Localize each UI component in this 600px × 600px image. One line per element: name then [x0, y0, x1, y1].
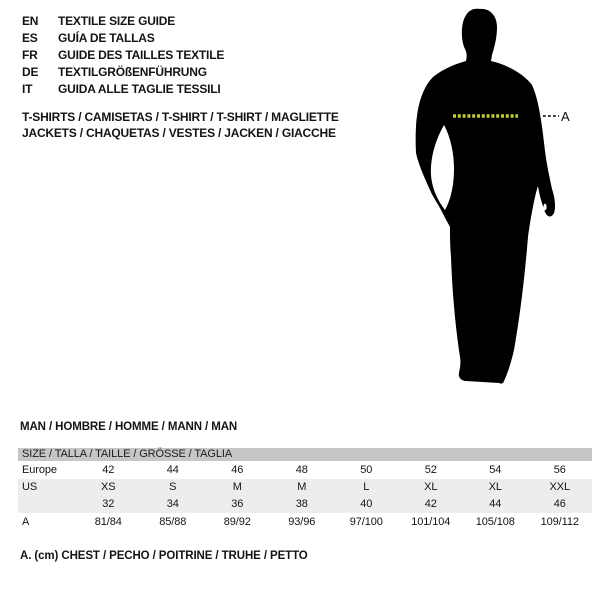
table-row-us-numeric — [18, 496, 592, 513]
language-code: DE — [22, 65, 39, 79]
size-cell: 44 — [166, 464, 179, 476]
table-row-us — [18, 479, 592, 496]
language-title: GUIDA ALLE TAGLIE TESSILI — [58, 82, 221, 96]
category-line-jackets: JACKETS / CHAQUETAS / VESTES / JACKEN / GIACCHE — [22, 125, 336, 140]
row-label — [18, 496, 76, 513]
measurement-footnote: A. (cm) CHEST / PECHO / POITRINE / TRUHE / PETTO — [20, 550, 308, 562]
size-cell: 32 — [102, 498, 115, 510]
hand-thumb-notch — [543, 204, 546, 211]
language-row — [22, 13, 224, 30]
size-cell: 89/92 — [223, 516, 251, 528]
man-silhouette-figure — [413, 5, 573, 395]
row-label: A — [22, 516, 30, 528]
size-cell: 97/100 — [349, 516, 383, 528]
language-code: FR — [22, 48, 38, 62]
size-cell: L — [363, 481, 370, 493]
language-title: TEXTILGRÖßENFÜHRUNG — [58, 65, 207, 79]
language-row — [22, 30, 224, 47]
size-cell: 46 — [553, 498, 566, 510]
language-row — [22, 47, 224, 64]
size-cell: S — [169, 481, 177, 493]
garment-category-list — [22, 110, 339, 141]
table-row-chest-cm — [18, 513, 592, 531]
size-cell: 40 — [360, 498, 373, 510]
language-code: IT — [22, 82, 33, 96]
size-table-header: SIZE / TALLA / TAILLE / GRÖSSE / TAGLIA — [18, 448, 592, 461]
size-cell: 46 — [231, 464, 244, 476]
size-cell: 56 — [553, 464, 566, 476]
size-cell: 34 — [166, 498, 179, 510]
man-silhouette-shape — [416, 9, 555, 384]
measurement-label-a: A — [561, 109, 570, 124]
size-cell: 42 — [102, 464, 115, 476]
size-cell: 42 — [424, 498, 437, 510]
size-cell: XS — [101, 481, 116, 493]
row-label: US — [22, 481, 38, 493]
size-cell: M — [232, 481, 242, 493]
language-code: ES — [22, 31, 38, 45]
size-cell: M — [297, 481, 307, 493]
size-cell: XL — [424, 481, 438, 493]
gender-section-title: MAN / HOMBRE / HOMME / MANN / MAN — [20, 421, 238, 433]
size-cell: 54 — [489, 464, 502, 476]
size-cell: 52 — [424, 464, 437, 476]
size-cell: 109/112 — [540, 516, 579, 528]
row-label: Europe — [22, 464, 57, 476]
language-code: EN — [22, 14, 39, 28]
size-cell: 93/96 — [288, 516, 316, 528]
language-guide-list — [22, 13, 224, 98]
size-cell: 85/88 — [159, 516, 187, 528]
size-cell: 36 — [231, 498, 244, 510]
size-table — [18, 448, 592, 531]
category-line-tshirts: T-SHIRTS / CAMISETAS / T-SHIRT / T-SHIRT / MAGLIETTE — [22, 110, 339, 124]
size-cell: XL — [488, 481, 502, 493]
language-row — [22, 81, 224, 98]
size-cell: 50 — [360, 464, 373, 476]
size-cell: XXL — [549, 481, 570, 493]
size-cell: 101/104 — [411, 516, 451, 528]
language-title: GUIDE DES TAILLES TEXTILE — [58, 48, 225, 62]
table-row-europe — [18, 461, 592, 479]
size-cell: 48 — [295, 464, 308, 476]
size-cell: 38 — [295, 498, 308, 510]
language-title: TEXTILE SIZE GUIDE — [58, 14, 176, 28]
size-cell: 105/108 — [475, 516, 515, 528]
size-cell: 81/84 — [94, 516, 122, 528]
size-cell: 44 — [489, 498, 502, 510]
man-silhouette-svg — [413, 5, 573, 395]
language-row — [22, 64, 224, 81]
language-title: GUÍA DE TALLAS — [58, 31, 155, 45]
